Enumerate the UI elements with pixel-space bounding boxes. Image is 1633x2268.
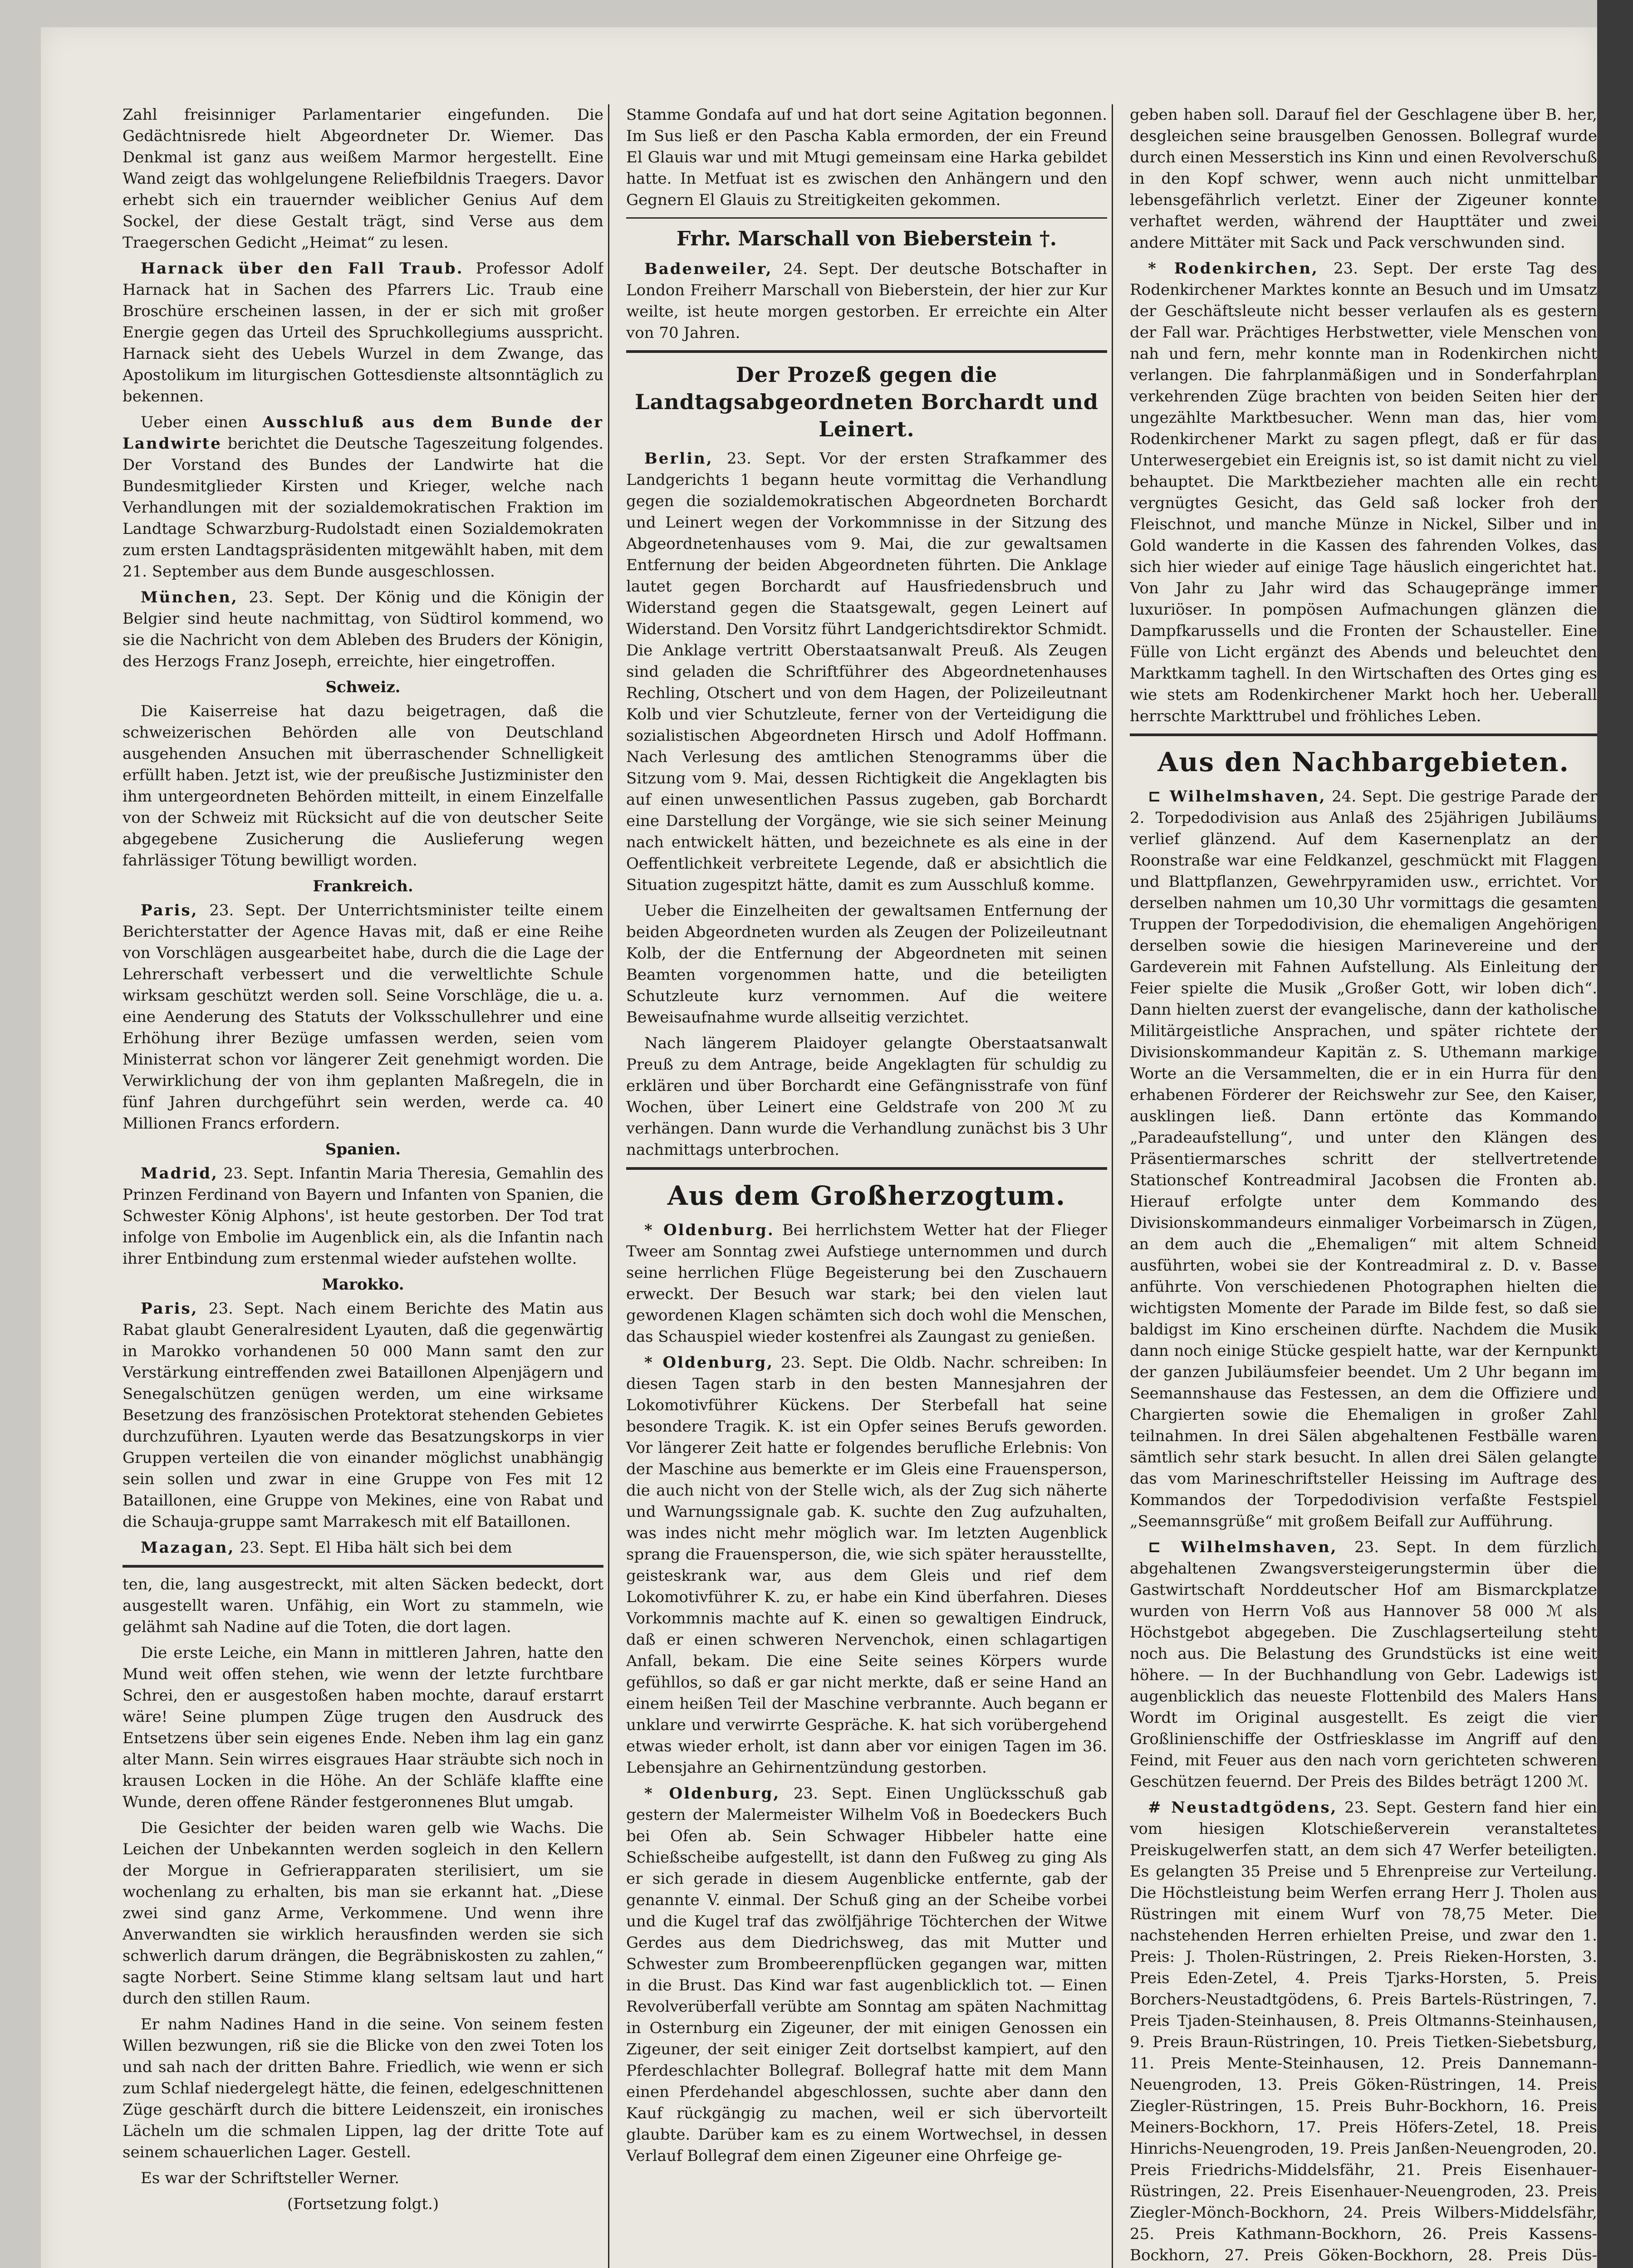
column-1 xyxy=(123,104,603,2268)
dateline: * Rodenkirchen, xyxy=(1148,259,1319,278)
article-paragraph xyxy=(1130,258,1597,727)
article-paragraph xyxy=(1130,786,1597,1532)
story-paragraph: Es war der Schriftsteller Werner. xyxy=(141,2169,400,2187)
article-paragraph xyxy=(626,448,1107,896)
article-paragraph xyxy=(626,1352,1107,1779)
dateline: Berlin, xyxy=(644,450,713,468)
story-paragraph: ten, die, lang ausgestreckt, mit alten Säcken bedeckt, dort ausgestellt waren. Unfähig, ein Wort zu stammeln, wie gelähmt sah Nadine auf die Toten, die dort lagen. xyxy=(123,1575,603,1636)
divider xyxy=(626,217,1107,219)
article-paragraph: geben haben soll. Darauf fiel der Geschlagene über B. her, desgleichen seine brausgelben Genossen. Bollegraf wurde durch einen Messerstich ins Kinn und einen Revolverschuß in den Kopf schwer, wenn auch nicht unmittelbar lebensgefährlich verletzt. Einer der Zigeuner konnte verhaftet werden, während der Haupttäter und zwei andere Mittäter mit Sack und Pack verschwunden sind. xyxy=(1130,106,1597,252)
article-paragraph xyxy=(123,1298,603,1533)
article-paragraph xyxy=(626,1220,1107,1348)
article-text: 24. Sept. Der deutsche Botschafter in London Freiherr Marschall von Bieberstein, der hier zur Kur weilte, ist heute morgen gestorben. Er erreichte ein Alter von 70 Jahren. xyxy=(626,260,1107,342)
newspaper-page xyxy=(41,27,1597,2268)
dateline: Badenweiler, xyxy=(644,260,773,278)
article-paragraph xyxy=(123,587,603,672)
article-text: 23. Sept. Der erste Tag des Rodenkirchener Marktes konnte an Besuch und im Umsatz der Geschäftsleute nicht besser verlaufen als es gestern der Fall war. Prächtiges Herbstwetter, viele Menschen von nah und fern, mehr konnte man in Rodenkirchen nicht verlangen. Die fahrplanmäßigen und in Sonderfahrplan verkehrenden Züge brachten von beiden Seiten hier der ungezählte Marktbesucher. Wenn man das, hier vom Rodenkirchener Markt zu sagen pflegt, daß er für das Unterwesergebiet ein Ereignis ist, so ist damit nicht zu viel behauptet. Die Marktbezieher machten alle ein recht vergnügtes Gesicht, das Geld saß locker froh der Fleischnot, und manche Münze in Nickel, Silber und in Gold wanderte in die Kassen des fahrenden Volkes, das sich hier wieder auf einige Tage häuslich eingerichtet hat. Von Jahr zu Jahr wird das Schaugepränge immer luxuriöser. In pompösen Aufmachungen glänzen die Dampfkarussells und die Fronten der Schausteller. Eine Fülle von Licht ergänzt des Abends und beleuchtet den Marktkamm taghell. In den Wirtschaften des Ortes ging es wie stets am Rodenkirchener Markt hoch her. Ueberall herrschte Markttrubel und fröhliches Leben. xyxy=(1130,259,1597,725)
article-text: 23. Sept. Die Oldb. Nachr. schreiben: In diesen Tagen starb in den besten Mannesjahren der Lokomotivführer Kückens. Der Sterbefall hat seine besondere Tragik. K. ist ein Opfer seines Berufs geworden. Vor längerer Zeit hatte er folgendes berufliche Erlebnis: Von der Maschine aus bemerkte er im Gleis eine Frauensperson, die auch nicht von der Stelle wich, als der Zug sich näherte und Warnungssignale gab. K. suchte den Zug aufzuhalten, was indes nicht mehr möglich war. Im letzten Augenblick sprang die Frauensperson, die, wie sich später herausstellte, geisteskrank war, aus dem Gleis und rief dem Lokomotivführer K. zu, er habe ein Kind überfahren. Dieses Vorkommnis machte auf K. einen so gewaltigen Eindruck, daß er einen schweren Nervenchok, einen schlagartigen Anfall, bekam. Die eine Seite seines Körpers wurde gefühllos, so daß er gar nicht merkte, daß er seine Hand an einem heißen Teil der Maschine verbrannte. Auch begann er unklare und verwirrte Gespräche. K. hat sich vorübergehend etwas wieder erholt, ist dann aber vor einigen Tagen im 36. Lebensjahre an Gehirnentzündung gestorben. xyxy=(626,1354,1107,1777)
article-paragraph xyxy=(626,1783,1107,2167)
article-paragraph xyxy=(123,258,603,407)
dateline: Mazagan, xyxy=(141,1539,235,1557)
dateline: Paris, xyxy=(141,901,198,919)
article-paragraph xyxy=(123,1163,603,1270)
obituary-heading: Frhr. Marschall von Bieberstein †. xyxy=(676,227,1057,250)
continuation-note: (Fortsetzung folgt.) xyxy=(287,2195,439,2213)
section-subheading: Spanien. xyxy=(325,1140,401,1158)
scan-edge xyxy=(1597,0,1633,2268)
article-paragraph: Ueber die Einzelheiten der gewaltsamen Entfernung der beiden Abgeordneten wurden als Zeugen der Polizeileutnant Kolb, der die Entfernung der Abgeordneten mit seinen Beamten vorgenommen hatte, und die beteiligten Schutzleute kurz vernommen. Auf die weitere Beweisaufnahme wurde allseitig verzichtet. xyxy=(626,902,1107,1026)
article-paragraph: Zahl freisinniger Parlamentarier eingefunden. Die Gedächtnisrede hielt Abgeordneter Dr. Wiemer. Das Denkmal ist ganz aus weißem Marmor hergestellt. Eine Wand zeigt das wohlgelungene Reliefbildnis Traegers. Davor erhebt sich ein trauernder weiblicher Genius Auf dem Sockel, der diese Gestalt trägt, sind Verse aus dem Traegerschen Gedicht „Heimat“ zu lesen. xyxy=(123,106,603,252)
article-heading: Der Prozeß gegen die Landtagsabgeordneten Borchardt und Leinert. xyxy=(635,362,1098,441)
article-text: berichtet die Deutsche Tageszeitung folgendes. Der Vorstand des Bundes der Landwirte hat die Bundesmitglieder Kirsten und Krieger, welche nach Verhandlungen mit der sozialdemokratischen Fraktion im Landtage Schwarzburg-Rudolstadt einen Sozialdemokraten zum ersten Landtagspräsidenten mitgewählt haben, mit dem 21. September aus dem Bunde ausgeschlossen. xyxy=(123,435,603,581)
column-2 xyxy=(626,104,1107,2268)
dateline: Paris, xyxy=(141,1300,198,1318)
article-text: 23. Sept. Nach einem Berichte des Matin aus Rabat glaubt Generalresident Lyauten, daß die gegenwärtig in Marokko vorhandenen 50 000 Mann samt den zur Verstärkung eintreffenden zwei Bataillonen Alpenjägern und Senegalschützen genügen werden, um eine wirksame Besetzung des französischen Protektorat stehenden Gebietes durchzuführen. Lyauten werde das Besatzungskorps in vier Gruppen verteilen die von einander möglichst unabhängig sein sollen und zwar in eine Gruppe von Fes mit 12 Bataillonen, eine Gruppe von Mekines, eine von Rabat und die Schauja-gruppe samt Marrakesch mit elf Bataillonen. xyxy=(123,1300,603,1531)
article-paragraph: Stamme Gondafa auf und hat dort seine Agitation begonnen. Im Sus ließ er den Pascha Kabla ermorden, der ein Freund El Glauis war und mit Mtugi gemeinsam eine Harka gebildet hatte. In Metfuat ist es zwischen den Anhängern und den Gegnern El Glauis zu Streitigkeiten gekommen. xyxy=(626,106,1107,209)
feuilleton-rule xyxy=(123,1565,603,1568)
article-text: 23. Sept. Gestern fand hier ein vom hiesigen Klotschießerverein veranstaltetes Preiskugelwerfen statt, an dem sich 47 Werfer beteiligten. Es gelangten 35 Preise und 5 Ehrenpreise zur Verteilung. Die Höchstleistung beim Werfen errang Herr J. Tholen aus Rüstringen mit einem Wurf von 78,75 Meter. Die nachstehenden Herren erhielten Preise, und zwar den 1. Preis: J. Tholen-Rüstringen, 2. Preis Rieken-Horsten, 3. Preis Eden-Zetel, 4. Preis Tjarks-Horsten, 5. Preis Borchers-Neustadtgödens, 6. Preis Bartels-Rüstringen, 7. Preis Tjaden-Steinhausen, 8. Preis Oltmanns-Steinhausen, 9. Preis Braun-Rüstringen, 10. Preis Tietken-Siebetsburg, 11. Preis Mente-Steinhausen, 12. Preis Dannemann-Neuengroden, 13. Preis Göken-Rüstringen, 14. Preis Ziegler-Rüstringen, 15. Preis Buhr-Bockhorn, 16. Preis Meiners-Bockhorn, 17. Preis Höfers-Zetel, 18. Preis Hinrichs-Neuengroden, 19. Preis Janßen-Neuengroden, 20. Preis Friedrichs-Middelsfähr, 21. Preis Eisenhauer-Rüstringen, 22. Preis Eisenhauer-Neuengroden, 23. Preis Ziegler-Mönch-Bockhorn, 24. Preis Wilbers-Middelsfähr, 25. Preis Kathmann-Bockhorn, 26. Preis Kassens-Bockhorn, 27. Preis Göken-Bockhorn, 28. Preis Düs- xyxy=(1130,1799,1597,2264)
dateline: ⊏ Wilhelmshaven, xyxy=(1148,787,1326,806)
column-rule xyxy=(608,104,609,2268)
article-text: 23. Sept. Der König und die Königin der Belgier sind heute nachmittag, von Südtirol kommend, wo sie die Nachricht von dem Ableben des Bruders der Königin, des Herzogs Franz Joseph, erreichte, hier eingetroffen. xyxy=(123,588,603,670)
article-paragraph xyxy=(1130,1797,1597,2268)
story-paragraph: Er nahm Nadines Hand in die seine. Von seinem festen Willen bezwungen, riß sie die Blicke von den zwei Toten los und sah nach der dritten Bahre. Friedlich, wie wenn er sich zum Schlaf niedergelegt hätte, die feinen, edelgeschnittenen Züge geschärft durch die bittere Leidenszeit, ein ironisches Lächeln um die schmalen Lippen, lag der dritte Tote auf seinem schauerlichen Lager. Gestell. xyxy=(123,2015,603,2161)
section-subheading: Frankreich. xyxy=(313,877,413,895)
article-paragraph xyxy=(1130,1537,1597,1793)
story-paragraph: Die Gesichter der beiden waren gelb wie Wachs. Die Leichen der Unbekannten werden sogleich in den Kellern der Morgue in Gefrierapparaten sterilisiert, um sie wochenlang zu erhalten, bis man sie erkannt hat. „Diese zwei sind ganz Arme, Verkommene. Und wenn ihre Anverwandten sie wirklich herausfinden werden sie sich schwerlich darum drängen, die Begräbniskosten zu zahlen,“ sagte Norbert. Seine Stimme klang seltsam laut und hart durch den stillen Raum. xyxy=(123,1819,603,2008)
article-text: Professor Adolf Harnack hat in Sachen des Pfarrers Lic. Traub eine Broschüre erscheinen lassen, in der er sich mit großer Energie gegen das Urteil des Spruchkollegiums ausspricht. Harnack sieht des Uebels Wurzel in dem Zwange, das Apostolikum im liturgischen Gottesdienste altsonntäglich zu bekennen. xyxy=(123,259,603,406)
article-paragraph xyxy=(123,412,603,582)
section-subheading: Marokko. xyxy=(322,1276,404,1294)
dateline: München, xyxy=(141,588,238,606)
story-paragraph: Die erste Leiche, ein Mann in mittleren Jahren, hatte den Mund weit offen stehen, wie wenn der letzte furchtbare Schrei, den er ausgestoßen haben mochte, darauf erstarrt wäre! Seine plumpen Züge trugen den Ausdruck des Entsetzens über sein eigenes Ende. Neben ihm lag ein ganz alter Mann. Sein wirres eisgraues Haar sträubte sich noch in krausen Locken in die Höhe. An der Schläfe klaffte eine Wunde, deren offene Ränder festgeronnenes Blut umgab. xyxy=(123,1644,603,1811)
article-text: 23. Sept. In dem fürzlich abgehaltenen Zwangsversteigerungstermin über die Gastwirtschaft Norddeutscher Hof am Bismarckplatze wurden von Herrn Voß aus Hannover 58 000 ℳ als Höchstgebot abgegeben. Die Zuschlagserteilung steht noch aus. Die Belastung des Grundstücks ist eine weit höhere. — In der Buchhandlung von Gebr. Ladewigs ist augenblicklich das neueste Flottenbild des Malers Hans Wordt im Original ausgestellt. Es zeigt die vier Großlinienschiffe der Ostfriesklasse im Angriff auf den Feind, mit Feuer aus den nach vorn gerichteten schweren Geschützen feuernd. Der Preis des Bildes beträgt 1200 ℳ. xyxy=(1130,1538,1597,1791)
article-paragraph xyxy=(123,1537,603,1559)
section-subheading: Schweiz. xyxy=(325,678,401,696)
article-lead: Ausschluß aus dem Bunde der Landwirte xyxy=(123,413,603,453)
section-heading: Aus dem Großherzogtum. xyxy=(667,1180,1066,1211)
article-text: 24. Sept. Die gestrige Parade der 2. Torpedodivision aus Anlaß des 25jährigen Jubiläums verlief glänzend. Auf dem Kasernenplatz an der Roonstraße war eine Feldkanzel, geschmückt mit Flaggen und Blattpflanzen, Gewehrpyramiden usw., errichtet. Vor derselben nahmen um 10,30 Uhr vormittags die gesamten Truppen der Torpedodivision, die ehemaligen Angehörigen derselben sowie die hiesigen Marinevereine und der Gardeverein mit Fahnen Aufstellung. Als Einleitung der Feier spielte die Musik „Großer Gott, wir loben dich“. Dann hielten zuerst der evangelische, dann der katholische Militärgeistliche Ansprachen, und später richtete der Divisionskommandeur Kapitän z. S. Uthemann markige Worte an die Versammelten, die er in ein Hurra für den erhabenen Förderer der Reichswehr zur See, den Kaiser, ausklingen ließ. Dann ertönte das Kommando „Paradeaufstellung“, und unter den Klängen des Präsentiermarsches schritt der stellvertretende Stationschef Kontreadmiral Jacobsen die Fronten ab. Hierauf erfolgte unter dem Kommando des Divisionskommandeurs einmaliger Vorbeimarsch in Zügen, an dem auch die „Ehemaligen“ mit altem Schneid ausführten, wobei sie der Kontreadmiral z. D. v. Basse anführte. Von verschiedenen Photographen hielten die wichtigsten Momente der Parade im Bilde fest, so daß sie baldigst im Kino erscheinen dürfte. Nachdem die Musik dann noch einige Stücke gespielt hatte, war der Kernpunkt der ganzen Jubiläumsfeier beendet. Um 2 Uhr begann im Seemannshause das Festessen, an dem die Offiziere und Chargierten sowie die Ehemaligen in großer Zahl teilnahmen. In drei Sälen abgehaltenen Festbälle waren sämtlich sehr stark besucht. In allen drei Sälen gelangte das vom Marineschriftsteller Heissing im Auftrage des Kommandos der Torpedodivision verfaßte Festspiel „Seemannsgrüße“ mit großem Beifall zur Aufführung. xyxy=(1130,787,1597,1530)
article-text: 23. Sept. Infantin Maria Theresia, Gemahlin des Prinzen Ferdinand von Bayern und Infanten von Spanien, die Schwester König Alphons', ist heute gestorben. Der Tod trat infolge von Embolie im Augenblick ein, als die Infantin nach ihrer Entbindung zum erstenmal wieder aufstehen wollte. xyxy=(123,1164,603,1268)
article-text: 23. Sept. Der Unterrichtsminister teilte einem Berichterstatter der Agence Havas mit, daß er eine Reihe von Vorschlägen ausgearbeitet habe, durch die die Lage der Lehrerschaft verbessert und die verweltlichte Schule wirksam geschützt werden soll. Seine Vorschläge, die u. a. eine Aenderung des Statuts der Volksschullehrer und eine Erhöhung ihrer Bezüge umfassen werden, seien vom Ministerrat schon vor längerer Zeit genehmigt worden. Die Verwirklichung der von ihm geplanten Maßregeln, die in fünf Jahren durchgeführt sein werden, werde ca. 40 Millionen Francs erfordern. xyxy=(123,901,603,1133)
dateline: * Oldenburg. xyxy=(644,1221,775,1239)
dateline: * Oldenburg, xyxy=(644,1354,774,1372)
article-text: 23. Sept. El Hiba hält sich bei dem xyxy=(240,1539,512,1557)
column-rule xyxy=(1112,104,1113,2268)
article-lead: Harnack über den Fall Traub. xyxy=(141,259,464,278)
article-paragraph xyxy=(123,900,603,1134)
divider xyxy=(626,350,1107,353)
article-text: 23. Sept. Vor der ersten Strafkammer des Landgerichts 1 begann heute vormittag die Verhandlung gegen die sozialdemokratischen Abgeordneten Borchardt und Leinert wegen der Vorkommnisse in der Sitzung des Abgeordnetenhauses vom 9. Mai, die zur gewaltsamen Entfernung der beiden Abgeordneten führten. Die Anklage lautet gegen Borchardt auf Hausfriedensbruch und Widerstand gegen die Staatsgewalt, gegen Leinert auf Widerstand. Den Vorsitz führt Landgerichtsdirektor Schmidt. Die Anklage vertritt Oberstaatsanwalt Preuß. Als Zeugen sind geladen die Schriftführer des Abgeordnetenhauses Rechling, Otschert und von dem Hagen, der Polizeileutnant Kolb und vier Schutzleute, ferner von der Verteidigung die sozialistischen Abgeordneten Hirsch und Adolf Hoffmann. Nach Verlesung des amtlichen Stenogramms über die Sitzung vom 9. Mai, dessen Richtigkeit die Angeklagten bis auf einen unwesentlichen Passus zugeben, gab Borchardt eine Darstellung der Vorgänge, wie sie sich seiner Meinung nach entwickelt hätten, und bezeichnete es als eine in der Oeffentlichkeit verbreitete Legende, daß er absichtlich die Situation zugespitzt hätte, damit es zum Ausschluß komme. xyxy=(626,450,1107,894)
dateline: * Oldenburg, xyxy=(644,1784,780,1803)
dateline: # Neustadtgödens, xyxy=(1148,1799,1338,1817)
article-text: 23. Sept. Einen Unglücksschuß gab gestern der Malermeister Wilhelm Voß in Boedeckers Buch bei Ofen ab. Sein Schwager Hibbeler hatte eine Schießscheibe aufgestellt, ist dann den Fußweg zu ging Als er sich gerade in diesem Augenblicke entfernte, gab der genannte V. einmal. Der Schuß ging an der Scheibe vorbei und die Kugel traf das zwölfjährige Töchterchen der Witwe Gerdes aus dem Diedrichsweg, das mit Mutter und Schwester zum Brombeerenpflücken gegangen war, mitten in die Brust. Das Kind war fast augenblicklich tot. — Einen Revolverüberfall verübte am Sonntag am späten Nachmittag in Osternburg ein Zigeuner, der mit einigen Genossen ein Zigeuner, der seit einiger Zeit dortselbst kampiert, auf den Pferdeschlachter Bollegraf. Bollegraf hatte mit dem Mann einen Pferdehandel abgeschlossen, suchte aber dann den Kauf rückgängig zu machen, weil er sich übervorteilt glaubte. Darüber kam es zu einem Wortwechsel, in dessen Verlauf Bollegraf dem einen Zigeuner eine Ohrfeige ge- xyxy=(626,1784,1107,2165)
article-paragraph: Nach längerem Plaidoyer gelangte Oberstaatsanwalt Preuß zu dem Antrage, beide Angeklagten für schuldig zu erklären und über Borchardt eine Gefängnisstrafe von fünf Wochen, über Leinert eine Geldstrafe von 200 ℳ zu verhängen. Dann wurde die Verhandlung zunächst bis 3 Uhr nachmittags unterbrochen. xyxy=(626,1034,1107,1159)
article-paragraph: Die Kaiserreise hat dazu beigetragen, daß die schweizerischen Behörden alle von Deutschland ausgehenden Ansuchen mit überraschender Schnelligkeit erfüllt haben. Jetzt ist, wie der preußische Justizminister den ihm untergeordneten Behörden mitteilt, in einem Einzelfalle von der Schweiz mit Rücksicht auf die von deutscher Seite abgegebene Zusicherung die Auslieferung wegen fahrlässiger Tötung bewilligt worden. xyxy=(123,702,603,870)
article-text: Bei herrlichstem Wetter hat der Flieger Tweer am Sonntag zwei Aufstiege unternommen und durch seine herrlichen Flüge Begeisterung bei den Zuschauern erweckt. Der Besuch war stark; bei den vielen laut gewordenen Klagen schämten sich doch wohl die Menschen, das Schauspiel wieder kostenfrei als Zaungast zu genießen. xyxy=(626,1221,1107,1346)
dateline: ⊏ Wilhelmshaven, xyxy=(1148,1538,1338,1556)
dateline: Madrid, xyxy=(141,1164,218,1183)
divider xyxy=(626,1167,1107,1170)
article-text: Ueber einen xyxy=(141,413,248,431)
divider xyxy=(1130,733,1597,736)
column-3 xyxy=(1130,104,1597,2268)
section-heading: Aus den Nachbargebieten. xyxy=(1157,747,1569,777)
article-paragraph xyxy=(626,259,1107,344)
